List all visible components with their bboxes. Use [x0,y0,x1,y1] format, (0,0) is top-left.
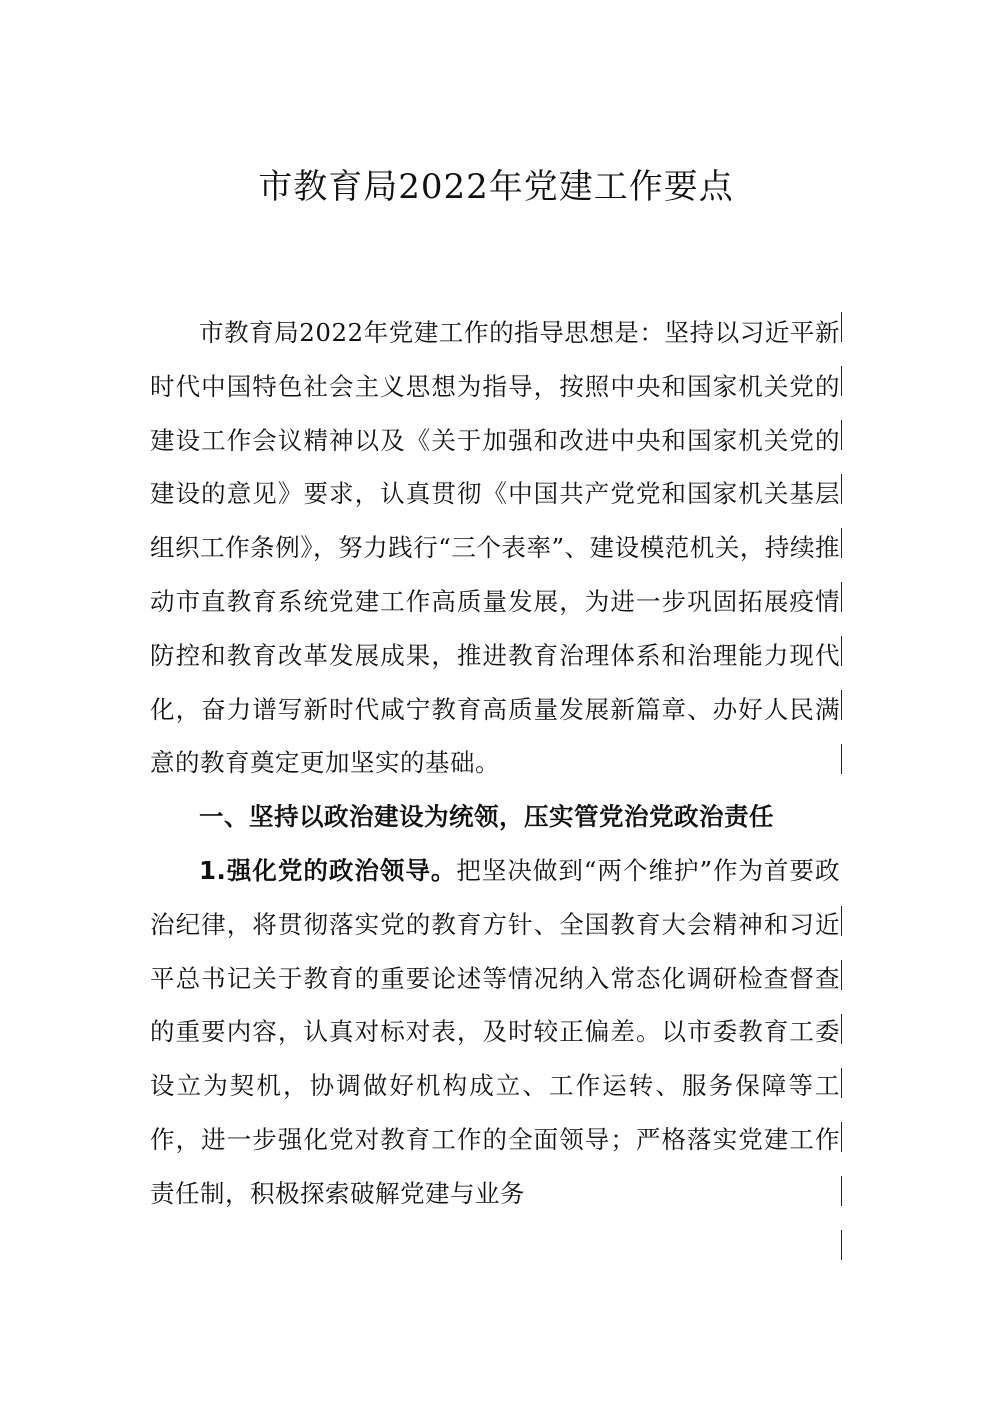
margin-mark [841,960,842,990]
section-heading: 一、坚持以政治建设为统领，压实管党治党政治责任 [199,802,774,832]
document-title: 市教育局2022年党建工作要点 [258,167,734,207]
margin-mark [841,690,842,720]
margin-mark [841,528,842,558]
margin-mark [841,1122,842,1152]
margin-mark [841,420,842,450]
right-margin-marks [841,306,843,1256]
guiding-paragraph: 市教育局2022年党建工作的指导思想是：坚持以习近平新时代中国特色社会主义思想为指导，按照中央和国家机关党的建设工作会议精神以及《关于加强和改进中央和国家机关党的建设的意见》要求，认真贯彻《中国共产党党和国家机关基层组织工作条例》，努力践行“三个表率”、建设模范机关，持续推动市直教育系统党建工作高质量发展，为进一步巩固拓展疫情防控和教育改革发展成果，推进教育治理体系和治理能力现代化，奋力谱写新时代咸宁教育高质量发展新篇章、办好人民满意的教育奠定更加坚实的基础。 [150,318,840,778]
margin-mark [841,582,842,612]
margin-mark [841,474,842,504]
margin-mark [841,636,842,666]
margin-mark [841,366,842,396]
margin-mark [841,1068,842,1098]
margin-mark [841,1014,842,1044]
margin-mark [841,744,842,774]
margin-mark [841,906,842,936]
margin-mark [841,312,842,342]
margin-mark [841,1176,842,1206]
item-paragraph [150,844,840,1221]
item-lead: 1.强化党的政治领导。 [199,855,457,885]
document-body [150,306,840,1221]
margin-mark [841,1230,842,1260]
item-text: 把坚决做到“两个维护”作为首要政治纪律，将贯彻落实党的教育方针、全国教育大会精神和习近平总书记关于教育的重要论述等情况纳入常态化调研检查督查的重要内容，认真对标对表，及时较正偏差。以市委教育工委设立为契机，协调做好机构成立、工作运转、服务保障等工作，进一步强化党对教育工作的全面领导；严格落实党建工作责任制，积极探索破解党建与业务 [150,855,840,1208]
